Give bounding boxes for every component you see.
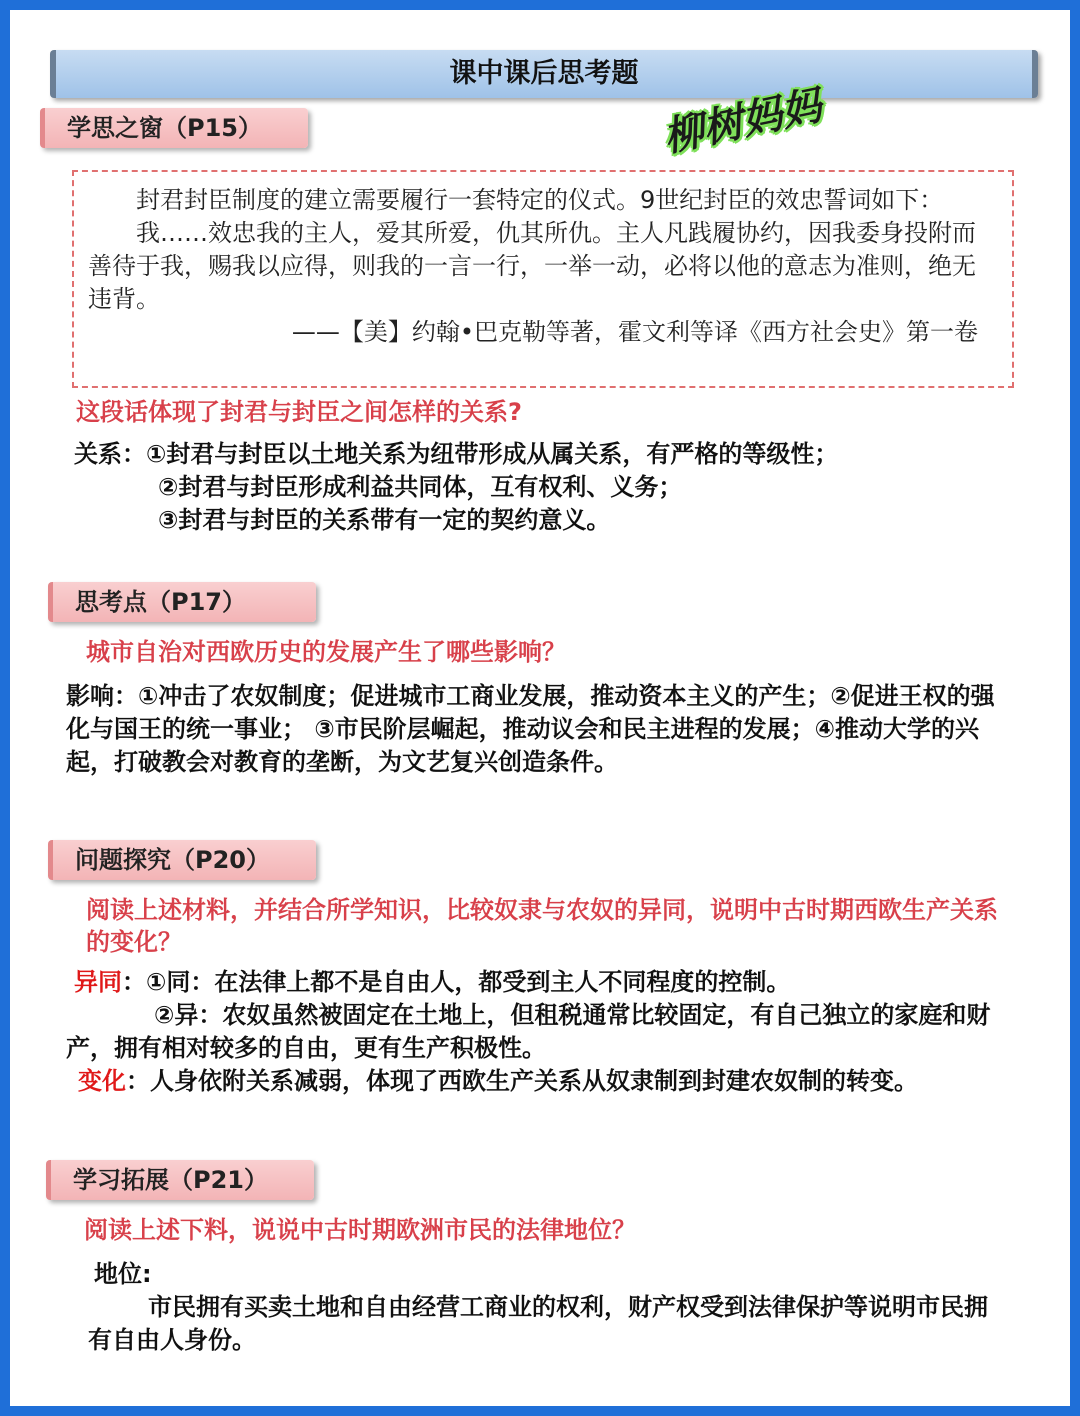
label-change: 变化 <box>78 1067 126 1095</box>
quote-paragraph-2: 我……效忠我的主人，爱其所爱，仇其所仇。主人凡践履协约，因我委身投附而善待于我，赐我以应得，则我的一言一行，一举一动，必将以他的意志为准则，绝无违背。 <box>88 219 976 313</box>
answer-label-status: 地位: <box>94 1260 152 1288</box>
question-p15: 这段话体现了封君与封臣之间怎样的关系? <box>76 398 522 426</box>
answer-p17: 影响：①冲击了农奴制度；促进城市工商业发展，推动资本主义的产生；②促进王权的强化与国王的统一事业； ③市民阶层崛起，推动议会和民主进程的发展；④推动大学的兴起，打破教会对教育的垄断，为文艺复兴创造条件。 <box>66 682 995 776</box>
label-same-diff: 异同 <box>74 968 122 996</box>
answer-status-text: 市民拥有买卖土地和自由经营工商业的权利，财产权受到法律保护等说明市民拥有自由人身份。 <box>88 1293 988 1354</box>
section-tag-p17: 思考点（P17） <box>48 582 316 622</box>
quote-source: ——【美】约翰•巴克勒等著，霍文利等译《西方社会史》第一卷 <box>291 318 978 346</box>
change-text: ：人身依附关系减弱，体现了西欧生产关系从奴隶制到封建农奴制的转变。 <box>126 1067 918 1095</box>
section-tag-p15: 学思之窗（P15） <box>40 108 308 148</box>
answer-item-1: ①封君与封臣以土地关系为纽带形成从属关系，有严格的等级性； <box>146 440 839 468</box>
question-p17: 城市自治对西欧历史的发展产生了哪些影响？ <box>86 638 566 666</box>
answer-label: 关系： <box>74 440 146 468</box>
quote-box <box>72 170 1014 388</box>
quote-paragraph-1: 封君封臣制度的建立需要履行一套特定的仪式。9世纪封臣的效忠誓词如下： <box>136 186 944 214</box>
section-tag-p20: 问题探究（P20） <box>48 840 316 880</box>
diff-text: ②异：农奴虽然被固定在土地上，但租税通常比较固定，有自己独立的家庭和财产，拥有相对较多的自由，更有生产积极性。 <box>66 1001 991 1062</box>
answer-p20 <box>66 966 1028 1098</box>
same-text: ：①同：在法律上都不是自由人，都受到主人不同程度的控制。 <box>122 968 791 996</box>
answer-item-2: ②封君与封臣形成利益共同体，互有权利、义务； <box>158 473 683 501</box>
answer-p21 <box>88 1258 1008 1357</box>
answer-item-3: ③封君与封臣的关系带有一定的契约意义。 <box>158 506 611 534</box>
page <box>10 10 1070 1406</box>
answer-p15 <box>74 438 1034 537</box>
watermark: 柳树妈妈 <box>659 82 826 162</box>
question-p21: 阅读上述下料，说说中古时期欧洲市民的法律地位？ <box>84 1216 636 1244</box>
page-title: 课中课后思考题 <box>50 50 1038 98</box>
section-tag-p21: 学习拓展（P21） <box>46 1160 314 1200</box>
question-p20: 阅读上述材料，并结合所学知识，比较奴隶与农奴的异同，说明中古时期西欧生产关系的变化？ <box>86 896 998 956</box>
